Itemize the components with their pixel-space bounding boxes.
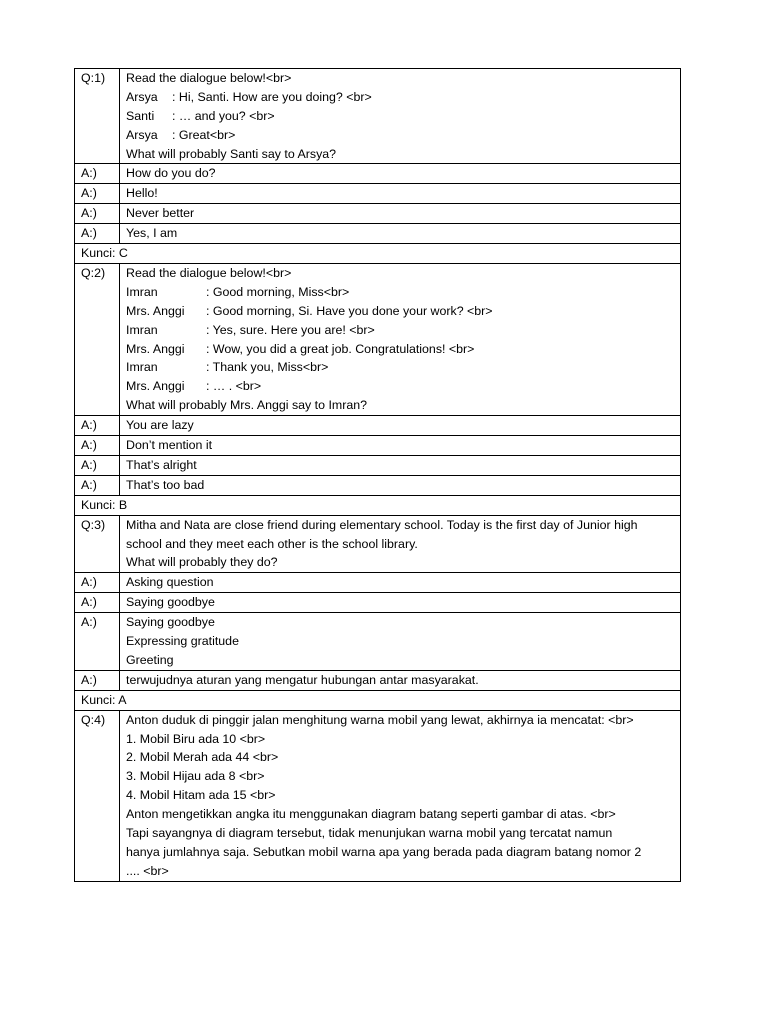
question-text-line: Anton mengetikkan angka itu menggunakan diagram batang seperti gambar di atas. <br> [126,807,616,822]
dialogue-line [126,107,676,126]
dialogue-text: : Great<br> [172,127,236,142]
answer-text: How do you do? [120,164,681,184]
question-text-line: Mitha and Nata are close friend during elementary school. Today is the first day of Junior high [126,517,638,532]
dialogue-text: : Yes, sure. Here you are! <br> [206,322,375,337]
question-table [74,68,681,882]
answer-row [75,416,681,436]
answer-row [75,204,681,224]
question-text-line: .... <br> [126,863,169,878]
dialogue-text: : Wow, you did a great job. Congratulations! <br> [206,341,475,356]
answer-text-line: Greeting [126,652,174,667]
question-prompt: What will probably Santi say to Arsya? [126,146,337,161]
answer-label: A:) [75,204,120,224]
answer-row [75,573,681,593]
question-row-2 [75,263,681,415]
answer-text [120,573,681,593]
question-label: Q:1) [75,69,120,164]
answer-text: You are lazy [120,416,681,436]
question-label: Q:4) [75,710,120,881]
answer-text [120,670,681,690]
question-content [120,515,681,573]
question-content [120,263,681,415]
dialogue-speaker: Imran [126,322,158,337]
dialogue-line [126,88,676,107]
dialogue-line [126,358,676,377]
answer-row [75,475,681,495]
question-text-line: hanya jumlahnya saja. Sebutkan mobil warna apa yang berada pada diagram batang nomor 2 [126,844,642,859]
answer-key-row [75,495,681,515]
dialogue-speaker: Imran [126,284,158,299]
dialogue-line [126,126,676,145]
answer-text: Don’t mention it [120,436,681,456]
answer-label: A:) [75,455,120,475]
answer-row [75,613,681,671]
question-intro: Read the dialogue below!<br> [126,265,292,280]
dialogue-line [126,321,676,340]
question-prompt: What will probably Mrs. Anggi say to Imran? [126,398,368,413]
answer-text-line: Asking question [126,575,214,590]
answer-label: A:) [75,164,120,184]
answer-key: Kunci: A [75,690,681,710]
dialogue-line [126,302,676,321]
question-prompt: What will probably they do? [126,555,278,570]
answer-text: That’s alright [120,455,681,475]
answer-text [120,613,681,671]
question-row-4 [75,710,681,881]
answer-label: A:) [75,593,120,613]
answer-text-line: terwujudnya aturan yang mengatur hubungan antar masyarakat. [126,672,479,687]
dialogue-speaker: Santi [126,108,155,123]
dialogue-line [126,340,676,359]
dialogue-speaker: Imran [126,360,158,375]
answer-label: A:) [75,573,120,593]
answer-label: A:) [75,416,120,436]
dialogue-line [126,377,676,396]
dialogue-text: : Thank you, Miss<br> [206,360,329,375]
quiz-document [74,68,680,882]
answer-text-line: Saying goodbye [126,595,215,610]
dialogue-text: : Good morning, Miss<br> [206,284,350,299]
answer-key-row [75,244,681,264]
answer-label: A:) [75,475,120,495]
answer-text: Hello! [120,184,681,204]
dialogue-text: : … . <br> [206,379,262,394]
question-label: Q:2) [75,263,120,415]
answer-key: Kunci: B [75,495,681,515]
answer-label: A:) [75,670,120,690]
question-text-line: 3. Mobil Hijau ada 8 <br> [126,769,265,784]
answer-text: That’s too bad [120,475,681,495]
answer-label: A:) [75,613,120,671]
question-intro: Read the dialogue below!<br> [126,71,292,85]
question-content [120,69,681,164]
answer-row [75,436,681,456]
answer-key-row [75,690,681,710]
dialogue-text: : Good morning, Si. Have you done your work? <br> [206,303,493,318]
question-text-line: 1. Mobil Biru ada 10 <br> [126,731,266,746]
answer-row [75,593,681,613]
question-text-line: Tapi sayangnya di diagram tersebut, tidak menunjukan warna mobil yang tercatat namun [126,825,613,840]
answer-text: Yes, I am [120,224,681,244]
dialogue-line [126,283,676,302]
question-text-line: Anton duduk di pinggir jalan menghitung warna mobil yang lewat, akhirnya ia mencatat: <br> [126,712,634,727]
answer-row [75,224,681,244]
question-row-3 [75,515,681,573]
answer-row [75,455,681,475]
answer-row [75,670,681,690]
answer-key: Kunci: C [75,244,681,264]
question-text-line: 2. Mobil Merah ada 44 <br> [126,750,279,765]
answer-label: A:) [75,224,120,244]
answer-row [75,184,681,204]
dialogue-text: : … and you? <br> [172,108,275,123]
question-row-1 [75,69,681,164]
answer-text: Never better [120,204,681,224]
answer-label: A:) [75,436,120,456]
question-label: Q:3) [75,515,120,573]
answer-text [120,593,681,613]
dialogue-speaker: Arsya [126,89,158,104]
question-text-line: school and they meet each other is the school library. [126,536,418,551]
dialogue-speaker: Mrs. Anggi [126,379,185,394]
answer-text-line: Saying goodbye [126,615,215,630]
dialogue-speaker: Arsya [126,127,158,142]
dialogue-speaker: Mrs. Anggi [126,303,185,318]
answer-row [75,164,681,184]
answer-label: A:) [75,184,120,204]
dialogue-speaker: Mrs. Anggi [126,341,185,356]
answer-text-line: Expressing gratitude [126,634,239,649]
dialogue-text: : Hi, Santi. How are you doing? <br> [172,89,372,104]
question-text-line: 4. Mobil Hitam ada 15 <br> [126,788,276,803]
question-content [120,710,681,881]
